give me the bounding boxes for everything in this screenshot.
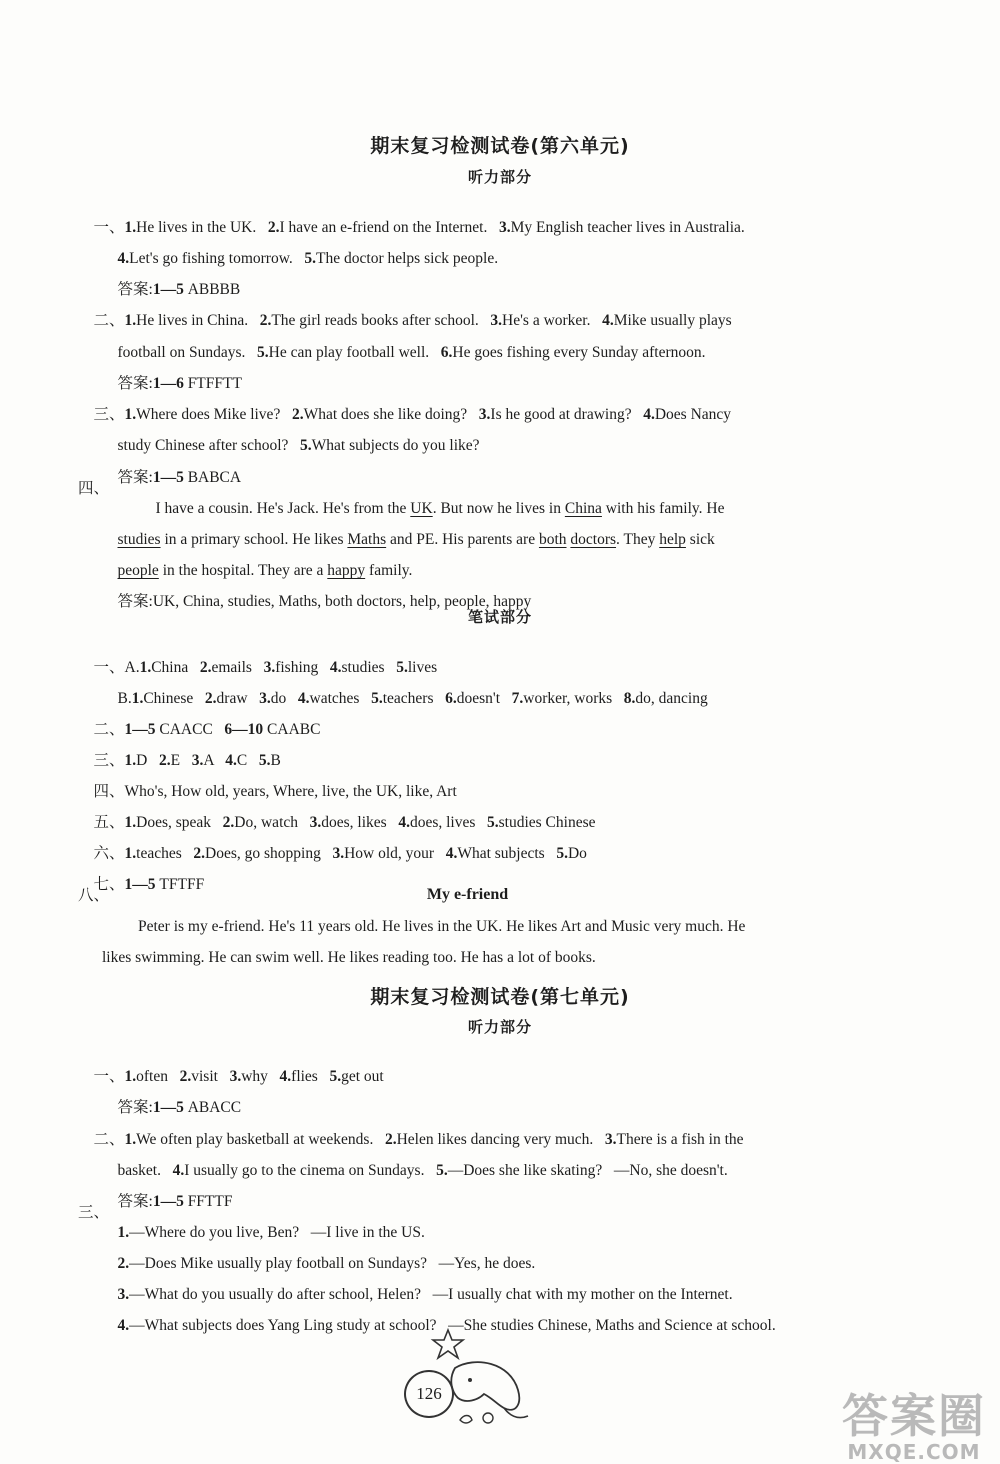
u7-l-q3-row1: 1.—Where do you live, Ben? —I live in the US.	[117, 1224, 425, 1241]
u6-w-q1a: 一、A.1.China 2.emails 3.fishing 4.studies 5.lives	[93, 659, 438, 676]
u6-l-q3-line2: study Chinese after school? 5.What subjects do you like?	[117, 437, 480, 454]
u6-w-q8-mark: 八、	[78, 887, 110, 904]
u6-l-q4-mark: 四、	[78, 480, 110, 497]
u6-l-q4-para-line2: studies in a primary school. He likes Maths and PE. His parents are both doctors. They help sick	[117, 531, 715, 548]
u6-w-q8-essay-line1: Peter is my e-friend. He's 11 years old. He lives in the UK. He likes Art and Music very much. He	[138, 918, 746, 935]
u6-w-q1b: B.1.Chinese 2.draw 3.do 4.watches 5.teachers 6.doesn't 7.worker, works 8.do, dancing	[117, 690, 708, 707]
u6-l-q1-line1: 一、1.He lives in the UK. 2.I have an e-friend on the Internet. 3.My English teacher lives in Australia.	[93, 219, 745, 236]
watermark-logo	[842, 1380, 986, 1464]
u7-l-q3-row3: 3.—What do you usually do after school, Helen? —I usually chat with my mother on the Internet.	[117, 1286, 733, 1303]
u6-l-q4-para-line1: I have a cousin. He's Jack. He's from the UK. But now he lives in China with his family. He	[155, 500, 725, 517]
star-icon	[433, 1330, 463, 1358]
u6-w-q5: 五、1.Does, speak 2.Do, watch 3.does, likes 4.does, lives 5.studies Chinese	[93, 814, 596, 831]
u6-l-q1-answer: 答案:1—5 ABBBB	[117, 281, 241, 298]
u7-l-q2-line2: basket. 4.I usually go to the cinema on Sundays. 5.—Does she like skating? —No, she doesn't.	[117, 1162, 728, 1179]
page-number: 126	[404, 1370, 454, 1418]
unit7-listening-heading: 听力部分	[467, 1018, 532, 1036]
u6-l-q3-answer: 答案:1—5 BABCA	[117, 469, 242, 486]
u6-w-q4: 四、Who's, How old, years, Where, live, the UK, like, Art	[93, 783, 457, 800]
u6-w-q2: 二、1—5 CAACC 6—10 CAABC	[93, 721, 321, 738]
u6-l-q1-line2: 4.Let's go fishing tomorrow. 5.The doctor helps sick people.	[117, 250, 499, 267]
u7-l-q3-mark: 三、	[78, 1204, 110, 1221]
watermark-url: MXQE.COM	[847, 1440, 981, 1464]
unit6-writing-heading: 笔试部分	[467, 608, 532, 626]
u6-l-q2-answer: 答案:1—6 FTFFTT	[117, 375, 242, 392]
watermark-text: 答案圈	[842, 1389, 986, 1443]
u6-l-q2-line1: 二、1.He lives in China. 2.The girl reads books after school. 3.He's a worker. 4.Mike usually plays	[93, 312, 732, 329]
u6-w-q7: 七、1—5 TFTFF	[93, 876, 205, 893]
u6-l-q3-line1: 三、1.Where does Mike live? 2.What does she like doing? 3.Is he good at drawing? 4.Does Nancy	[93, 406, 732, 423]
unit6-listening-heading: 听力部分	[467, 168, 532, 186]
u6-w-q6: 六、1.teaches 2.Does, go shopping 3.How old, your 4.What subjects 5.Do	[93, 845, 587, 862]
u6-l-q2-line2: football on Sundays. 5.He can play football well. 6.He goes fishing every Sunday afternoon.	[117, 344, 706, 361]
unit6-title: 期末复习检测试卷(第六单元)	[370, 135, 630, 157]
u6-w-q3: 三、1.D 2.E 3.A 4.C 5.B	[93, 752, 281, 769]
u7-l-q3-row2: 2.—Does Mike usually play football on Sundays? —Yes, he does.	[117, 1255, 536, 1272]
u6-w-q8-essay-line2: likes swimming. He can swim well. He likes reading too. He has a lot of books.	[102, 949, 596, 966]
unit7-title: 期末复习检测试卷(第七单元)	[370, 986, 630, 1008]
u6-l-q4-para-line3: people in the hospital. They are a happy family.	[117, 562, 413, 579]
u7-l-q1-answer: 答案:1—5 ABACC	[117, 1099, 242, 1116]
u6-l-q4-answer: 答案:UK, China, studies, Maths, both doctors, help, people, happy	[117, 593, 532, 610]
u7-l-q3-row4: 4.—What subjects does Yang Ling study at school? —She studies Chinese, Maths and Science at school.	[117, 1317, 776, 1334]
u7-l-q2-answer: 答案:1—5 FFTTF	[117, 1193, 233, 1210]
u6-w-q8-essay-title: My e-friend	[426, 886, 509, 903]
u7-l-q1-line1: 一、1.often 2.visit 3.why 4.flies 5.get out	[93, 1068, 384, 1085]
u7-l-q2-line1: 二、1.We often play basketball at weekends. 2.Helen likes dancing very much. 3.There is a fish in the	[93, 1131, 744, 1148]
